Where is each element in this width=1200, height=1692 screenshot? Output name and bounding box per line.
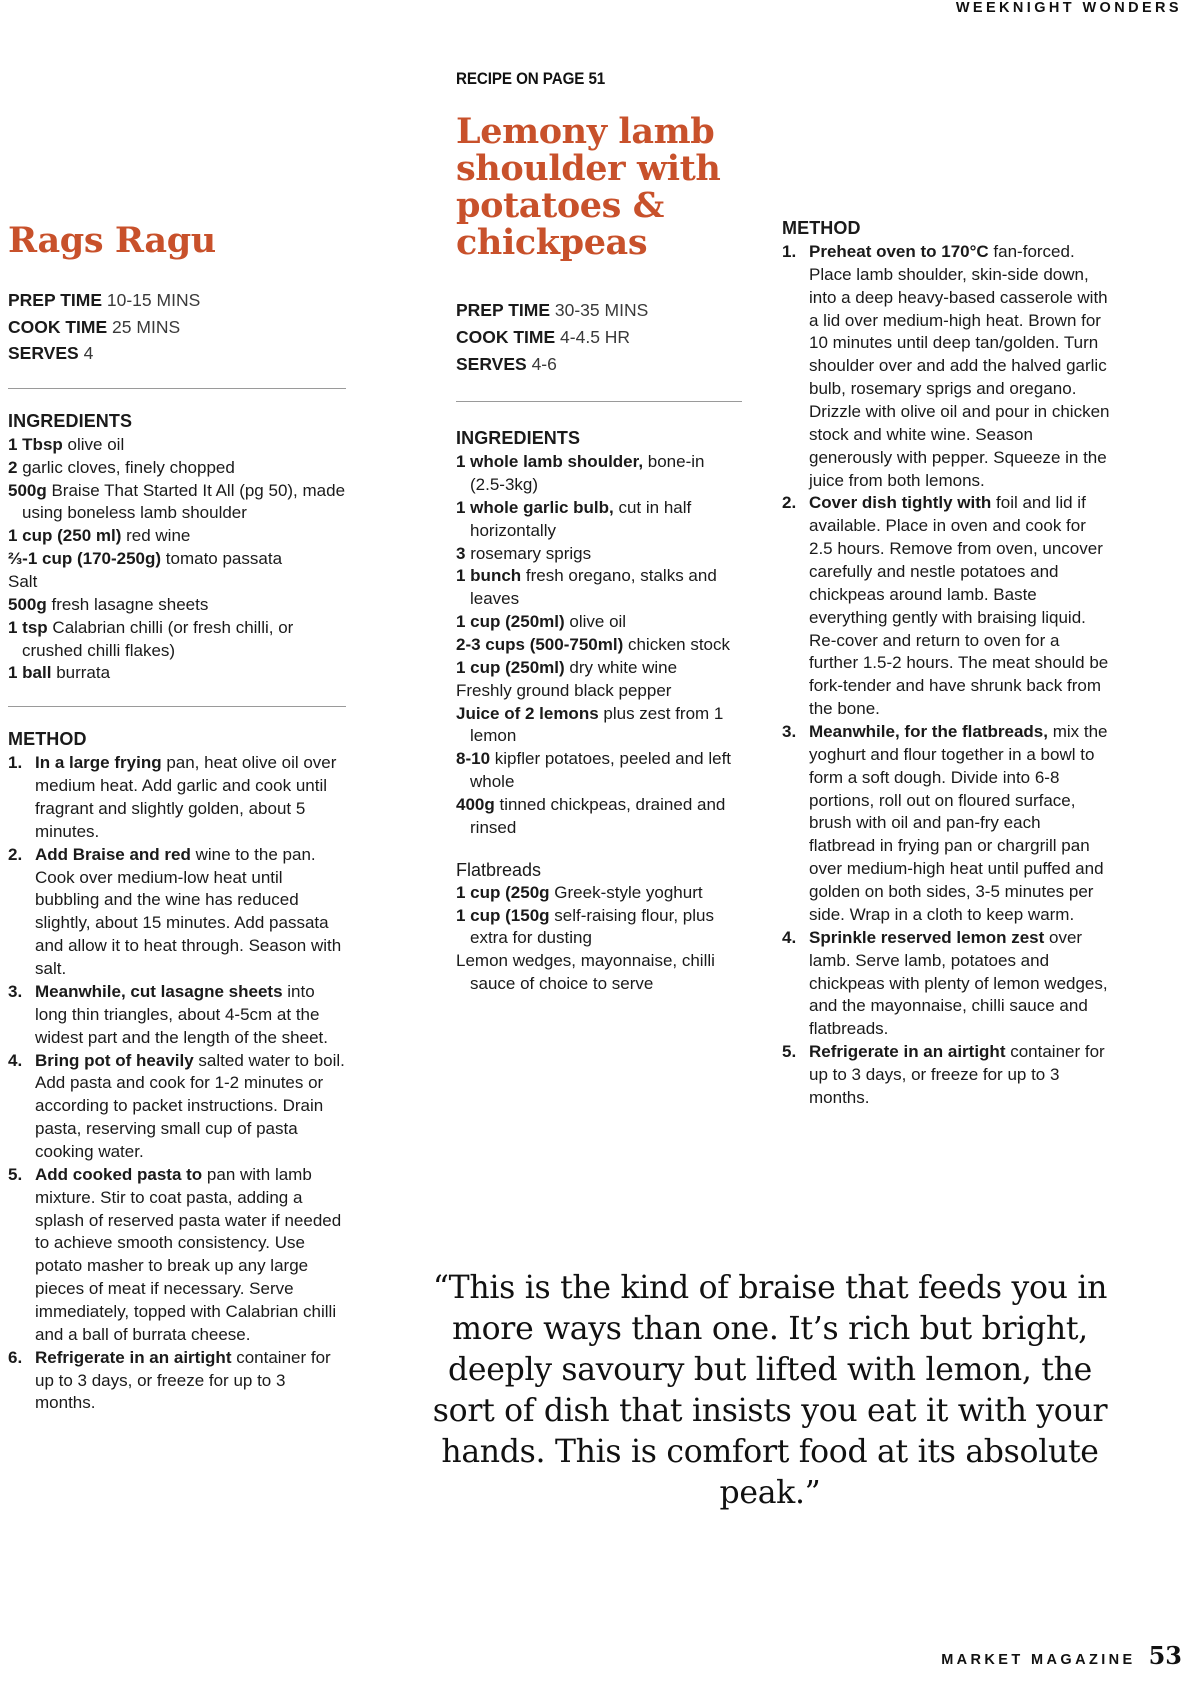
meta-row: [8, 340, 346, 367]
ingredient-text: tinned chickpeas, drained and rinsed: [470, 795, 726, 837]
ingredient-quantity: 3: [456, 543, 466, 563]
ingredient-quantity: 1 cup (250ml): [456, 612, 565, 632]
divider: [8, 706, 346, 707]
ingredient-quantity: 8-10: [456, 749, 491, 769]
meta-value: 4: [83, 343, 94, 364]
ingredient-item: [456, 543, 742, 566]
flatbreads-ingredients-list: [456, 882, 742, 996]
method-step-text: pan with lamb mixture. Stir to coat pasta, adding a splash of reserved pasta water if needed to achieve smooth consistency. Use potato masher to break up any large pieces of meat if necessary. Serve immediately, topped with Calabrian chilli and a ball of burrata cheese.: [35, 1164, 342, 1344]
ingredient-item: [8, 594, 346, 617]
main-recipe-title: Lemony lamb shoulder with potatoes & chickpeas: [456, 111, 721, 264]
ingredient-item: [456, 451, 742, 497]
method-step: [782, 927, 1110, 1041]
meta-label: PREP TIME: [456, 300, 551, 321]
method-step-lead: Refrigerate in an airtight: [809, 1042, 1006, 1062]
ingredient-quantity: 2-3 cups (500-750ml): [456, 635, 624, 655]
ingredient-text: self-raising flour, plus extra for dusting: [470, 905, 714, 948]
main-method-heading: METHOD: [782, 218, 861, 238]
ingredient-quantity: 1 cup (250g: [456, 882, 550, 902]
ingredient-text: cut in half horizontally: [470, 497, 692, 540]
method-step-text: mix the yoghurt and flour together in a bowl to form a soft dough. Divide into 6-8 portions, roll out on floured surface, brush with oil and pan-fry each flatbread in frying pan or chargrill pan over medium-high heat until puffed and golden on both sides, 3-5 minutes per side. Wrap in a cloth to keep warm.: [809, 722, 1108, 924]
ingredient-text: dry white wine: [564, 657, 678, 677]
method-step-lead: Meanwhile, for the flatbreads,: [809, 722, 1048, 742]
meta-row: [8, 314, 346, 341]
ingredient-text: fresh lasagne sheets: [46, 594, 209, 614]
ingredient-quantity: Juice of 2 lemons: [456, 703, 599, 723]
ingredient-quantity: 2: [8, 457, 18, 477]
ingredient-item: [8, 525, 346, 548]
method-step: [8, 1050, 346, 1164]
method-step: [8, 1164, 346, 1347]
method-step-text: wine to the pan. Cook over medium-low heat until bubbling and the wine has reduced slightly, about 15 minutes. Add passata and allow it to heat through. Season with salt.: [35, 844, 342, 979]
ingredient-text: Salt: [8, 572, 38, 592]
ingredient-text: Freshly ground black pepper: [456, 680, 672, 700]
ingredient-item: [8, 457, 346, 480]
ingredient-quantity: 1 cup (150g: [456, 905, 550, 925]
ingredient-quantity: 500g: [8, 480, 47, 500]
ingredient-quantity: 1 whole garlic bulb,: [456, 497, 614, 517]
left-ingredients-list: [8, 434, 346, 685]
ingredient-text: rosemary sprigs: [465, 543, 592, 563]
flatbreads-heading: Flatbreads: [456, 859, 542, 880]
ingredient-item: [456, 611, 742, 634]
method-step-lead: In a large frying: [35, 753, 162, 773]
meta-label: PREP TIME: [8, 290, 103, 311]
ingredient-item: [8, 434, 346, 457]
ingredient-text: Lemon wedges, mayonnaise, chilli sauce of choice to serve: [456, 951, 715, 994]
left-method-list: [8, 752, 346, 1415]
meta-row: [456, 324, 742, 351]
left-method-heading: METHOD: [8, 729, 87, 750]
meta-row: [456, 297, 742, 324]
meta-value: 30-35 MINS: [554, 300, 649, 321]
method-step-lead: Add Braise and red: [35, 844, 191, 864]
page-footer: [941, 1641, 1182, 1670]
ingredient-quantity: 500g: [8, 594, 47, 614]
method-step: [782, 241, 1110, 492]
main-recipe-column: [456, 70, 742, 996]
method-step-text: into long thin triangles, about 4-5cm at the widest part and the length of the sheet.: [35, 981, 328, 1047]
pull-quote: “This is the kind of braise that feeds you in more ways than one. It’s rich but bright, deeply savoury but lifted with lemon, the sort of dish that insists you eat it with your hands. This is comfort food at its absolute peak.”: [432, 1270, 1108, 1511]
ingredient-quantity: 1 tsp: [8, 617, 48, 637]
meta-row: [8, 287, 346, 314]
ingredient-text: kipfler potatoes, peeled and left whole: [470, 749, 732, 792]
divider: [456, 401, 742, 402]
method-step: [8, 844, 346, 981]
ingredient-text: Calabrian chilli (or fresh chilli, or crushed chilli flakes): [22, 617, 294, 660]
ingredient-item: [456, 565, 742, 611]
ingredient-item: [456, 950, 742, 996]
main-method-column: [782, 218, 1110, 1110]
main-ingredients-list: [456, 451, 742, 840]
page-number: 53: [1148, 1641, 1182, 1670]
meta-value: 10-15 MINS: [106, 290, 201, 311]
method-step: [8, 752, 346, 843]
method-step-text: over lamb. Serve lamb, potatoes and chickpeas with plenty of lemon wedges, and the mayonnaise, chilli sauce and flatbreads.: [809, 927, 1108, 1039]
method-step-text: salted water to boil. Add pasta and cook for 1-2 minutes or according to packet instructions. Drain pasta, reserving small cup of pasta cooking water.: [35, 1050, 345, 1161]
ingredient-item: [8, 617, 346, 663]
ingredient-text: burrata: [51, 663, 111, 683]
magazine-brand: MARKET MAGAZINE: [941, 1652, 1136, 1668]
ingredient-text: bone-in (2.5-3kg): [470, 452, 705, 495]
ingredient-item: [8, 571, 346, 594]
ingredient-item: [456, 794, 742, 840]
method-step-lead: Bring pot of heavily: [35, 1050, 194, 1070]
ingredient-item: [456, 905, 742, 951]
ingredient-text: chicken stock: [623, 635, 731, 655]
method-step: [8, 981, 346, 1050]
ingredient-text: red wine: [121, 526, 191, 546]
method-step: [782, 721, 1110, 927]
meta-value: 4-4.5 HR: [560, 326, 631, 347]
ingredient-item: [456, 497, 742, 543]
ingredient-item: [456, 657, 742, 680]
running-head: WEEKNIGHT WONDERS: [955, 0, 1182, 16]
ingredient-quantity: 1 cup (250ml): [456, 657, 565, 677]
method-step-lead: Meanwhile, cut lasagne sheets: [35, 981, 283, 1001]
ingredient-item: [456, 703, 742, 749]
main-method-list: [782, 241, 1110, 1110]
recipe-kicker: RECIPE ON PAGE 51: [456, 70, 606, 88]
method-step-text: container for up to 3 days, or freeze for up to 3 months.: [809, 1042, 1105, 1107]
ingredient-text: olive oil: [564, 612, 627, 632]
meta-label: SERVES: [456, 353, 527, 374]
ingredient-quantity: 1 Tbsp: [8, 434, 63, 454]
divider: [8, 388, 346, 389]
method-step: [782, 1041, 1110, 1110]
method-step: [782, 492, 1110, 721]
ingredient-text: Braise That Started It All (pg 50), made using boneless lamb shoulder: [22, 480, 346, 523]
ingredient-item: [456, 882, 742, 905]
left-recipe-column: [8, 222, 346, 1415]
left-recipe-title: Rags Ragu: [8, 220, 216, 261]
ingredient-item: [456, 748, 742, 794]
ingredient-text: tomato passata: [161, 549, 283, 569]
method-step-lead: Cover dish tightly with: [809, 493, 992, 513]
meta-value: 4-6: [531, 353, 557, 374]
method-step-lead: Add cooked pasta to: [35, 1164, 203, 1184]
ingredient-item: [8, 662, 346, 685]
ingredient-text: Greek-style yoghurt: [549, 882, 703, 902]
ingredient-text: plus zest from 1 lemon: [470, 703, 724, 746]
ingredient-quantity: 1 bunch: [456, 566, 522, 586]
method-step-text: foil and lid if available. Place in oven and cook for 2.5 hours. Remove from oven, uncover carefully and nestle potatoes and chickpeas around lamb. Baste everything gently with braising liquid. Re-cover and return to oven for a further 1.5-2 hours. The meat should be fork-tender and have shrunk back from the bone.: [809, 493, 1109, 719]
meta-row: [456, 351, 742, 378]
meta-value: 25 MINS: [112, 316, 181, 337]
method-step-lead: Sprinkle reserved lemon zest: [809, 927, 1045, 947]
ingredient-text: garlic cloves, finely chopped: [17, 457, 235, 477]
left-recipe-meta: [8, 287, 346, 367]
main-recipe-meta: [456, 297, 742, 377]
ingredient-item: [8, 548, 346, 571]
method-step-lead: Preheat oven to 170°C: [809, 242, 989, 261]
ingredient-item: [456, 680, 742, 703]
ingredient-item: [456, 634, 742, 657]
left-ingredients-heading: INGREDIENTS: [8, 410, 133, 431]
ingredient-item: [8, 480, 346, 526]
method-step-text: container for up to 3 days, or freeze for up to 3 months.: [35, 1347, 331, 1413]
ingredient-text: fresh oregano, stalks and leaves: [470, 566, 717, 609]
method-step: [8, 1347, 346, 1416]
meta-label: COOK TIME: [456, 326, 556, 347]
ingredient-quantity: 1 ball: [8, 663, 52, 683]
ingredient-quantity: ⅔-1 cup (170-250g): [8, 549, 162, 569]
method-step-text: fan-forced. Place lamb shoulder, skin-side down, into a deep heavy-based casserole with a lid over medium-high heat. Brown for 10 minutes until deep tan/golden. Turn shoulder over and add the halved garlic bulb, rosemary sprigs and oregano. Drizzle with olive oil and pour in chicken stock and white wine. Season generously with pepper. Squeeze in the juice from both lemons.: [809, 242, 1110, 490]
ingredient-text: olive oil: [62, 434, 125, 454]
ingredient-quantity: 1 cup (250 ml): [8, 526, 122, 546]
method-step-text: pan, heat olive oil over medium heat. Add garlic and cook until fragrant and slightly golden, about 5 minutes.: [35, 753, 337, 841]
ingredient-quantity: 1 whole lamb shoulder,: [456, 452, 644, 472]
ingredient-quantity: 400g: [456, 795, 495, 815]
method-step-lead: Refrigerate in an airtight: [35, 1347, 232, 1367]
main-ingredients-heading: INGREDIENTS: [456, 428, 581, 449]
meta-label: COOK TIME: [8, 316, 108, 337]
meta-label: SERVES: [8, 343, 79, 364]
